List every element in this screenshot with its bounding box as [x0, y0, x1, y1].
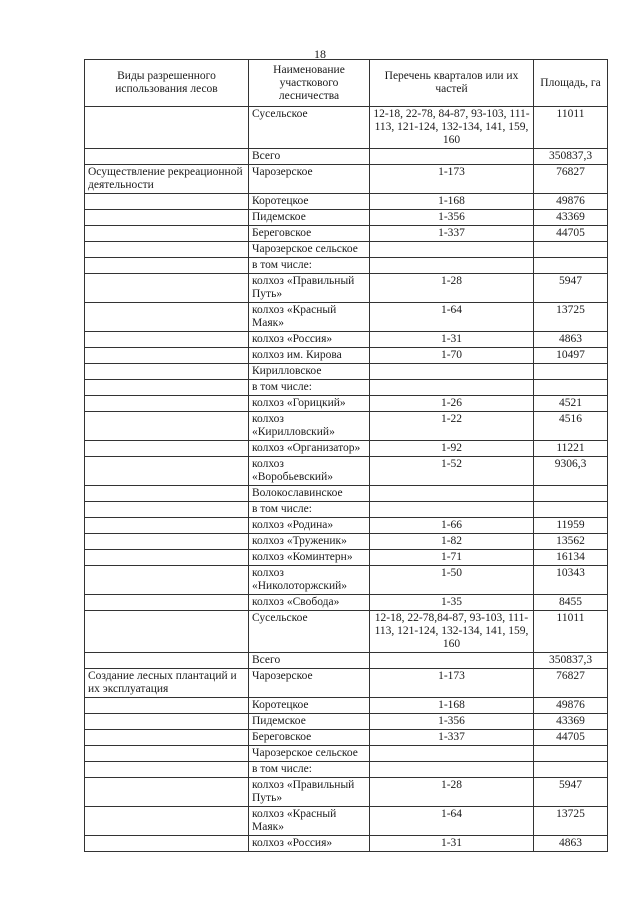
area-cell: 350837,3	[534, 653, 608, 669]
use-type-cell	[85, 550, 249, 566]
quarters-cell: 1-66	[370, 518, 534, 534]
area-cell: 13725	[534, 303, 608, 332]
area-cell	[534, 258, 608, 274]
forestry-name-cell: колхоз «Воробьевский»	[249, 457, 370, 486]
area-cell: 5947	[534, 274, 608, 303]
page-number: 18	[314, 47, 326, 61]
quarters-cell	[370, 502, 534, 518]
use-type-cell	[85, 714, 249, 730]
quarters-cell: 1-70	[370, 348, 534, 364]
quarters-cell: 1-64	[370, 303, 534, 332]
use-type-cell	[85, 380, 249, 396]
forestry-name-cell: Пидемское	[249, 714, 370, 730]
table-row	[85, 698, 608, 714]
forest-use-table	[84, 59, 608, 852]
table-row	[85, 332, 608, 348]
quarters-cell: 1-28	[370, 778, 534, 807]
area-cell: 11011	[534, 107, 608, 149]
use-type-cell	[85, 242, 249, 258]
table-row	[85, 566, 608, 595]
use-type-cell	[85, 149, 249, 165]
quarters-cell: 1-35	[370, 595, 534, 611]
use-type-cell	[85, 518, 249, 534]
quarters-cell: 1-92	[370, 441, 534, 457]
area-cell: 76827	[534, 669, 608, 698]
quarters-cell: 1-31	[370, 836, 534, 852]
use-type-cell	[85, 778, 249, 807]
forestry-name-cell: колхоз «Родина»	[249, 518, 370, 534]
table-row	[85, 396, 608, 412]
use-type-cell	[85, 412, 249, 441]
use-type-cell	[85, 746, 249, 762]
use-type-cell	[85, 107, 249, 149]
quarters-cell: 12-18, 22-78,84-87, 93-103, 111-113, 121-124, 132-134, 141, 159, 160	[370, 611, 534, 653]
use-type-cell	[85, 836, 249, 852]
table-row	[85, 595, 608, 611]
area-cell: 350837,3	[534, 149, 608, 165]
table-row	[85, 210, 608, 226]
table-row	[85, 242, 608, 258]
area-cell: 11011	[534, 611, 608, 653]
forestry-name-cell: колхоз «Красный Маяк»	[249, 303, 370, 332]
forestry-name-cell: Коротецкое	[249, 194, 370, 210]
table-row	[85, 502, 608, 518]
quarters-cell: 1-337	[370, 226, 534, 242]
forestry-name-cell: колхоз «Труженик»	[249, 534, 370, 550]
forestry-name-cell: в том числе:	[249, 380, 370, 396]
area-cell: 49876	[534, 194, 608, 210]
quarters-cell: 1-26	[370, 396, 534, 412]
forestry-name-cell: Чарозерское сельское	[249, 746, 370, 762]
table-row	[85, 348, 608, 364]
use-type-cell	[85, 653, 249, 669]
use-type-cell: Осуществление рекреационной деятельности	[85, 165, 249, 194]
forestry-name-cell: Сусельское	[249, 107, 370, 149]
quarters-cell: 12-18, 22-78, 84-87, 93-103, 111-113, 121-124, 132-134, 141, 159, 160	[370, 107, 534, 149]
area-cell: 4863	[534, 836, 608, 852]
use-type-cell	[85, 457, 249, 486]
use-type-cell	[85, 441, 249, 457]
table-row	[85, 226, 608, 242]
table-row	[85, 149, 608, 165]
header-use-type: Виды разрешенного использования лесов	[85, 60, 249, 107]
area-cell: 5947	[534, 778, 608, 807]
forestry-name-cell: колхоз «Правильный Путь»	[249, 778, 370, 807]
table-row	[85, 486, 608, 502]
area-cell: 44705	[534, 226, 608, 242]
quarters-cell	[370, 242, 534, 258]
quarters-cell	[370, 653, 534, 669]
table-row	[85, 107, 608, 149]
use-type-cell	[85, 762, 249, 778]
forestry-name-cell: колхоз им. Кирова	[249, 348, 370, 364]
use-type-cell	[85, 611, 249, 653]
use-type-cell	[85, 348, 249, 364]
quarters-cell: 1-173	[370, 165, 534, 194]
quarters-cell: 1-52	[370, 457, 534, 486]
table-row	[85, 165, 608, 194]
table-row	[85, 611, 608, 653]
quarters-cell: 1-82	[370, 534, 534, 550]
forestry-name-cell: Береговское	[249, 730, 370, 746]
area-cell: 44705	[534, 730, 608, 746]
quarters-cell: 1-173	[370, 669, 534, 698]
forestry-name-cell: Всего	[249, 149, 370, 165]
forestry-name-cell: Чарозерское	[249, 165, 370, 194]
table-row	[85, 807, 608, 836]
forestry-name-cell: колхоз «Кирилловский»	[249, 412, 370, 441]
forestry-name-cell: в том числе:	[249, 502, 370, 518]
use-type-cell	[85, 698, 249, 714]
table-row	[85, 669, 608, 698]
forestry-name-cell: Всего	[249, 653, 370, 669]
area-cell	[534, 486, 608, 502]
area-cell: 10343	[534, 566, 608, 595]
area-cell	[534, 502, 608, 518]
area-cell: 13562	[534, 534, 608, 550]
area-cell: 9306,3	[534, 457, 608, 486]
forestry-name-cell: колхоз «Организатор»	[249, 441, 370, 457]
forestry-name-cell: колхоз «Красный Маяк»	[249, 807, 370, 836]
header-forestry-name: Наименование участкового лесничества	[249, 60, 370, 107]
use-type-cell	[85, 534, 249, 550]
table-row	[85, 714, 608, 730]
use-type-cell	[85, 502, 249, 518]
area-cell: 4521	[534, 396, 608, 412]
use-type-cell	[85, 332, 249, 348]
forestry-name-cell: колхоз «Россия»	[249, 836, 370, 852]
area-cell: 4516	[534, 412, 608, 441]
table-row	[85, 653, 608, 669]
quarters-cell: 1-22	[370, 412, 534, 441]
forestry-name-cell: Коротецкое	[249, 698, 370, 714]
table-row	[85, 258, 608, 274]
forestry-name-cell: Береговское	[249, 226, 370, 242]
area-cell: 49876	[534, 698, 608, 714]
forestry-name-cell: колхоз «Николоторжский»	[249, 566, 370, 595]
use-type-cell	[85, 730, 249, 746]
area-cell: 8455	[534, 595, 608, 611]
use-type-cell	[85, 595, 249, 611]
use-type-cell	[85, 807, 249, 836]
use-type-cell	[85, 396, 249, 412]
area-cell: 10497	[534, 348, 608, 364]
quarters-cell: 1-337	[370, 730, 534, 746]
table-row	[85, 412, 608, 441]
table-row	[85, 364, 608, 380]
forestry-name-cell: колхоз «Горицкий»	[249, 396, 370, 412]
quarters-cell	[370, 364, 534, 380]
quarters-cell	[370, 486, 534, 502]
quarters-cell	[370, 762, 534, 778]
forestry-name-cell: Кирилловское	[249, 364, 370, 380]
forestry-name-cell: Чарозерское сельское	[249, 242, 370, 258]
forestry-name-cell: колхоз «Правильный Путь»	[249, 274, 370, 303]
area-cell: 43369	[534, 714, 608, 730]
quarters-cell: 1-71	[370, 550, 534, 566]
forestry-name-cell: колхоз «Россия»	[249, 332, 370, 348]
area-cell	[534, 762, 608, 778]
forestry-name-cell: Пидемское	[249, 210, 370, 226]
table-row	[85, 762, 608, 778]
quarters-cell: 1-64	[370, 807, 534, 836]
table-row	[85, 778, 608, 807]
table-row	[85, 550, 608, 566]
use-type-cell	[85, 566, 249, 595]
use-type-cell	[85, 364, 249, 380]
quarters-cell: 1-168	[370, 194, 534, 210]
use-type-cell	[85, 274, 249, 303]
use-type-cell: Создание лесных плантаций и их эксплуатация	[85, 669, 249, 698]
quarters-cell	[370, 258, 534, 274]
area-cell: 43369	[534, 210, 608, 226]
use-type-cell	[85, 258, 249, 274]
quarters-cell	[370, 746, 534, 762]
area-cell	[534, 746, 608, 762]
quarters-cell: 1-356	[370, 714, 534, 730]
table-row	[85, 274, 608, 303]
forestry-name-cell: Волокославинское	[249, 486, 370, 502]
area-cell: 13725	[534, 807, 608, 836]
quarters-cell: 1-31	[370, 332, 534, 348]
forestry-name-cell: Сусельское	[249, 611, 370, 653]
table-row	[85, 730, 608, 746]
use-type-cell	[85, 486, 249, 502]
area-cell: 76827	[534, 165, 608, 194]
quarters-cell: 1-168	[370, 698, 534, 714]
quarters-cell: 1-28	[370, 274, 534, 303]
table-row	[85, 194, 608, 210]
area-cell: 4863	[534, 332, 608, 348]
area-cell: 11221	[534, 441, 608, 457]
table-row	[85, 441, 608, 457]
use-type-cell	[85, 303, 249, 332]
use-type-cell	[85, 226, 249, 242]
table-header-row	[85, 60, 608, 107]
header-quarters-list: Перечень кварталов или их частей	[370, 60, 534, 107]
quarters-cell	[370, 149, 534, 165]
table-row	[85, 303, 608, 332]
forestry-name-cell: колхоз «Коминтерн»	[249, 550, 370, 566]
area-cell: 11959	[534, 518, 608, 534]
area-cell	[534, 380, 608, 396]
quarters-cell: 1-356	[370, 210, 534, 226]
table-row	[85, 836, 608, 852]
forestry-name-cell: в том числе:	[249, 258, 370, 274]
forestry-name-cell: в том числе:	[249, 762, 370, 778]
quarters-cell: 1-50	[370, 566, 534, 595]
table-body	[85, 107, 608, 852]
quarters-cell	[370, 380, 534, 396]
area-cell: 16134	[534, 550, 608, 566]
table-row	[85, 518, 608, 534]
table-row	[85, 534, 608, 550]
use-type-cell	[85, 194, 249, 210]
table-row	[85, 380, 608, 396]
area-cell	[534, 242, 608, 258]
table-row	[85, 457, 608, 486]
use-type-cell	[85, 210, 249, 226]
table-row	[85, 746, 608, 762]
forestry-name-cell: Чарозерское	[249, 669, 370, 698]
header-area: Площадь, га	[534, 60, 608, 107]
area-cell	[534, 364, 608, 380]
forestry-name-cell: колхоз «Свобода»	[249, 595, 370, 611]
